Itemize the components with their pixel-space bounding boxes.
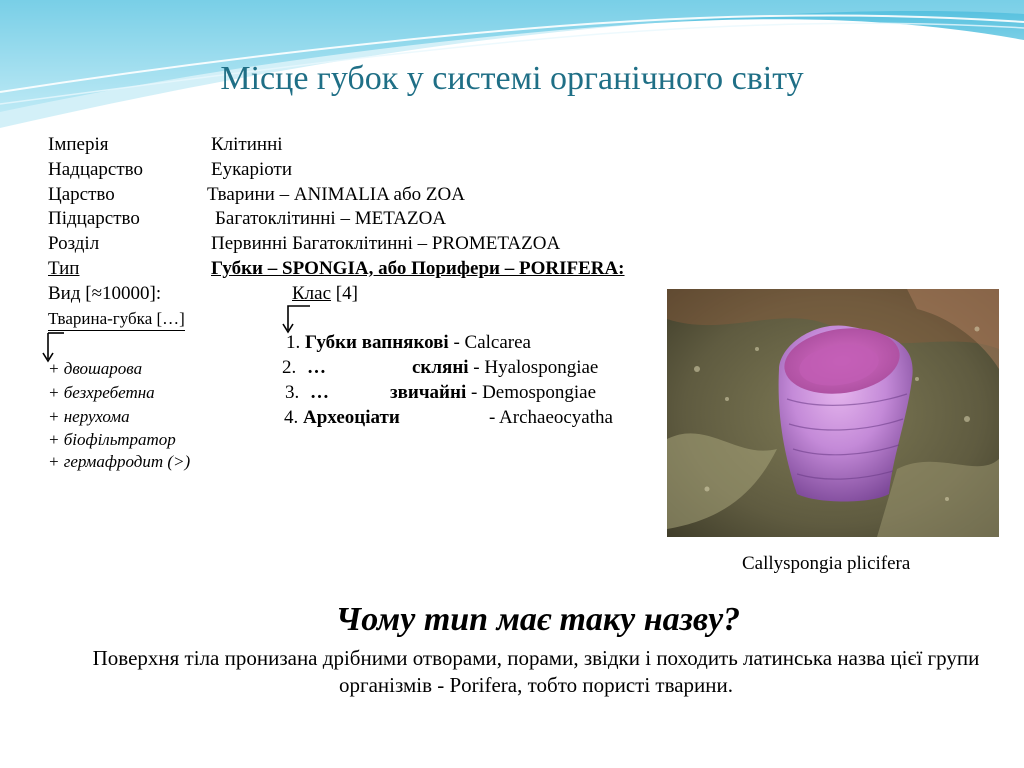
class-number: 3. [285, 382, 300, 403]
class-name: скляні [412, 357, 469, 378]
trait-item: + безхребетна [48, 383, 155, 402]
class-count: [4] [331, 283, 358, 304]
class-name: Губки вапнякові [305, 332, 449, 353]
question-heading: Чому тип має таку назву? [335, 601, 741, 638]
trait-item: + двошарова [48, 359, 143, 378]
class-item [282, 357, 642, 379]
taxonomy-label: Розділ [48, 233, 100, 254]
taxonomy-label: Царство [48, 184, 115, 205]
trait-item: + біофільтратор [48, 430, 176, 449]
class-latin: Calcarea [464, 332, 531, 353]
taxonomy-value: Губки – SPONGIA, або Порифери – PORIFERA: [211, 258, 625, 279]
class-item [284, 407, 644, 429]
class-separator: - [489, 407, 500, 428]
class-latin: Archaeocyatha [499, 407, 613, 428]
taxonomy-label: Тип [48, 258, 80, 279]
class-number: 4. [284, 407, 299, 428]
class-latin: Demospongiae [482, 382, 597, 403]
taxonomy-label: Надцарство [48, 159, 143, 180]
class-name: звичайні [390, 382, 467, 403]
class-number: 2. [282, 357, 297, 378]
class-separator: - [468, 357, 485, 378]
taxonomy-value: Тварини – ANIMALIA або ZOA [207, 184, 465, 205]
class-label: Клас [292, 283, 332, 304]
trait-item: + нерухома [48, 407, 130, 426]
class-item [285, 382, 645, 404]
taxonomy-label: Імперія [48, 134, 109, 155]
class-name: Археоціати [303, 407, 400, 428]
class-latin: Hyalospongiae [484, 357, 599, 378]
species-label: Вид [≈10000]: [48, 283, 162, 304]
taxonomy-label: Підцарство [48, 208, 140, 229]
species-example: Тварина-губка […] [48, 309, 185, 331]
class-ellipsis: … [307, 357, 326, 378]
photo-caption: Callyspongia plicifera [742, 553, 911, 574]
slide-title: Місце губок у системі органічного світу [220, 60, 804, 97]
class-separator: - [448, 332, 465, 353]
class-number: 1. [286, 332, 301, 353]
trait-item: + гермафродит (>) [48, 452, 191, 471]
taxonomy-value: Клітинні [211, 134, 283, 155]
taxonomy-value: Багатоклітинні – METAZOA [215, 208, 447, 229]
taxonomy-value: Первинні Багатоклітинні – PROMETAZOA [211, 233, 561, 254]
sponge-photo [667, 289, 999, 537]
answer-text: Поверхня тіла пронизана дрібними отворами, порами, звідки і походить латинська назва цієї групи організмів - Porifera, тобто пористі тварини. [92, 646, 980, 697]
taxonomy-value: Еукаріоти [211, 159, 292, 180]
class-item [286, 332, 531, 354]
class-ellipsis: … [310, 382, 329, 403]
class-separator: - [466, 382, 483, 403]
